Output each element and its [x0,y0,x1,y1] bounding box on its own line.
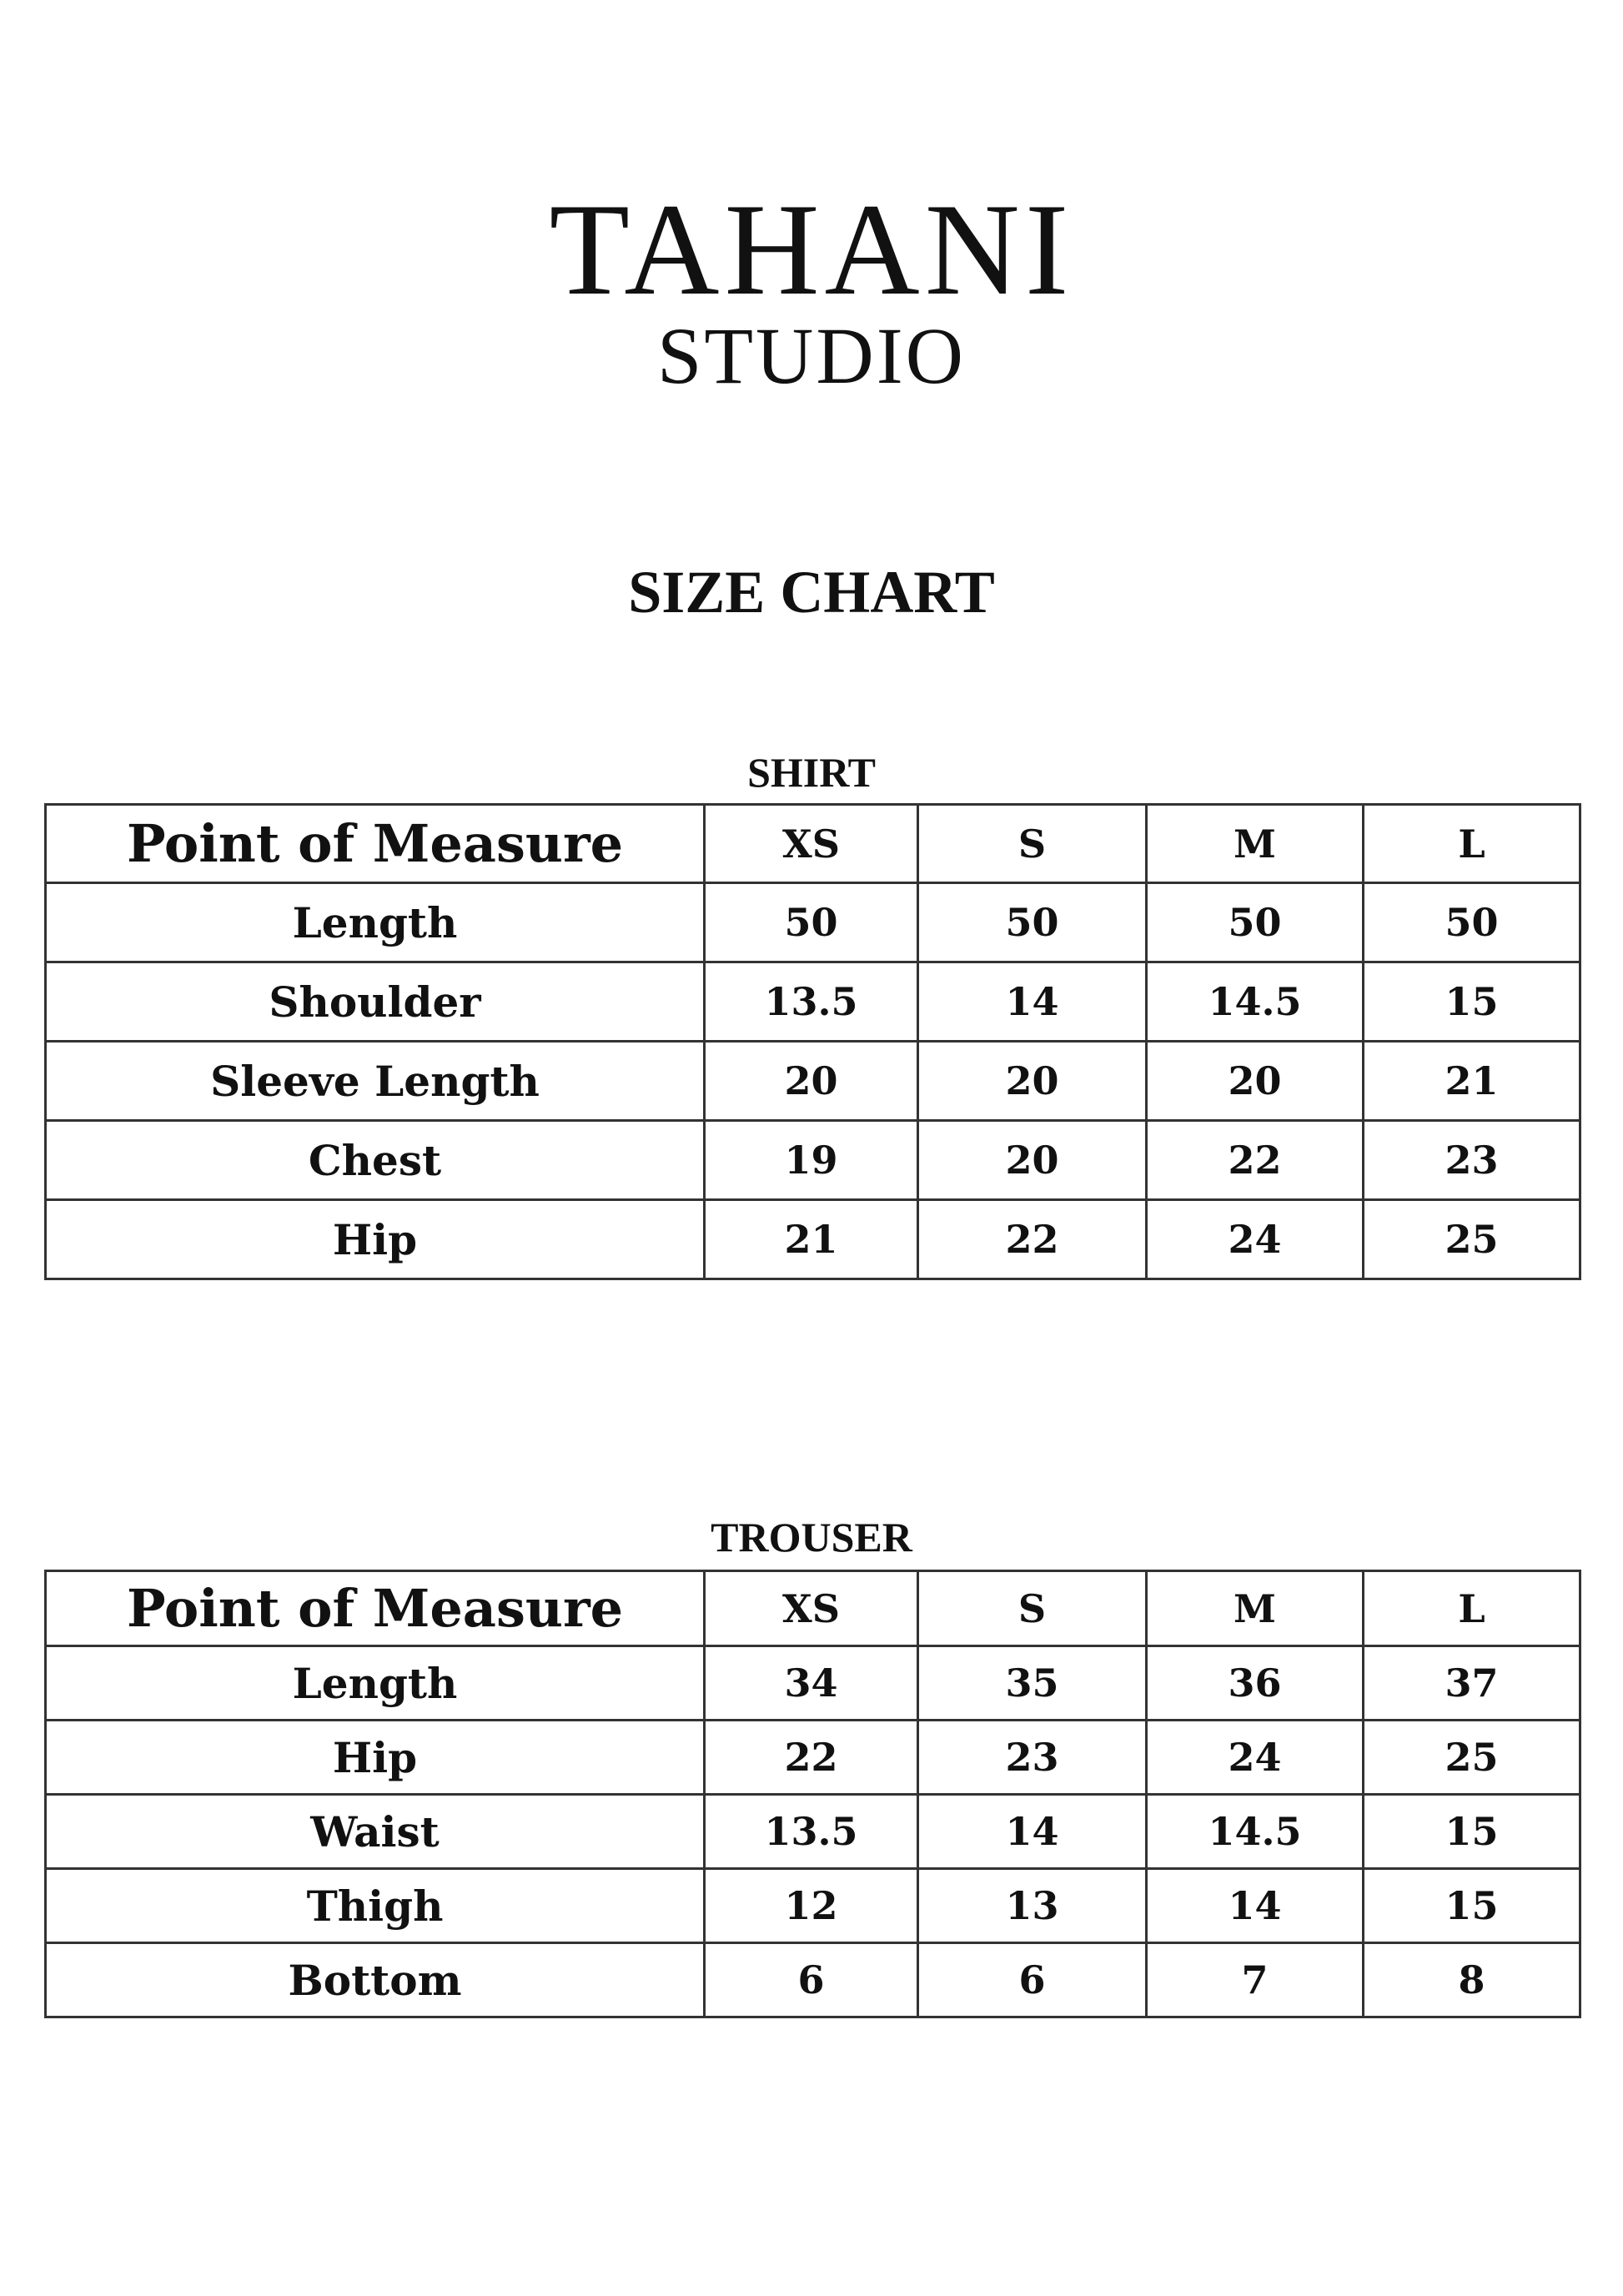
measure-value: 15 [1364,1869,1580,1943]
table-row [46,1795,1580,1869]
measure-value: 21 [705,1200,918,1279]
measure-value: 15 [1364,962,1580,1042]
measure-value: 50 [705,883,918,962]
measure-value: 14.5 [1147,962,1364,1042]
table-row [46,883,1580,962]
table-row [46,1200,1580,1279]
table-row [46,1869,1580,1943]
measure-value: 25 [1364,1200,1580,1279]
measure-value: 20 [918,1121,1147,1200]
measure-label: Sleeve Length [46,1042,705,1121]
measure-value: 7 [1147,1943,1364,2017]
measure-value: 13.5 [705,962,918,1042]
measure-value: 37 [1364,1646,1580,1721]
measure-value: 24 [1147,1721,1364,1795]
measure-value: 25 [1364,1721,1580,1795]
column-header-size: S [918,805,1147,883]
measure-value: 20 [918,1042,1147,1121]
trouser-section-title: TROUSER [711,1514,912,1560]
measure-value: 50 [1364,883,1580,962]
column-header-size: S [918,1571,1147,1646]
trouser-size-table [44,1570,1581,2018]
shirt-section-title: SHIRT [747,749,876,796]
column-header-measure: Point of Measure [46,805,705,883]
measure-value: 50 [1147,883,1364,962]
measure-value: 23 [1364,1121,1580,1200]
measure-value: 22 [705,1721,918,1795]
measure-value: 20 [1147,1042,1364,1121]
brand-logo-name: TAHANI [549,177,1074,323]
measure-value: 36 [1147,1646,1364,1721]
measure-label: Length [46,1646,705,1721]
measure-value: 22 [1147,1121,1364,1200]
measure-value: 14 [918,1795,1147,1869]
table-row [46,1042,1580,1121]
measure-value: 22 [918,1200,1147,1279]
table-header-row [46,1571,1580,1646]
measure-label: Chest [46,1121,705,1200]
measure-value: 8 [1364,1943,1580,2017]
measure-value: 14 [918,962,1147,1042]
measure-label: Length [46,883,705,962]
column-header-size: L [1364,1571,1580,1646]
measure-value: 50 [918,883,1147,962]
measure-label: Bottom [46,1943,705,2017]
measure-value: 34 [705,1646,918,1721]
column-header-measure: Point of Measure [46,1571,705,1646]
measure-value: 23 [918,1721,1147,1795]
page-title: SIZE CHART [628,559,995,625]
column-header-size: XS [705,1571,918,1646]
measure-value: 6 [918,1943,1147,2017]
table-row [46,1721,1580,1795]
measure-value: 15 [1364,1795,1580,1869]
measure-label: Thigh [46,1869,705,1943]
measure-value: 14 [1147,1869,1364,1943]
column-header-size: M [1147,1571,1364,1646]
table-row [46,1121,1580,1200]
column-header-size: XS [705,805,918,883]
brand-logo-subtitle: STUDIO [657,311,966,400]
table-row [46,1943,1580,2017]
measure-value: 24 [1147,1200,1364,1279]
table-row [46,962,1580,1042]
measure-label: Hip [46,1200,705,1279]
shirt-size-table [44,803,1581,1280]
measure-value: 13.5 [705,1795,918,1869]
measure-label: Waist [46,1795,705,1869]
measure-value: 13 [918,1869,1147,1943]
measure-value: 35 [918,1646,1147,1721]
column-header-size: M [1147,805,1364,883]
measure-value: 20 [705,1042,918,1121]
column-header-size: L [1364,805,1580,883]
measure-value: 21 [1364,1042,1580,1121]
measure-value: 12 [705,1869,918,1943]
table-row [46,1646,1580,1721]
measure-value: 6 [705,1943,918,2017]
measure-value: 14.5 [1147,1795,1364,1869]
table-header-row [46,805,1580,883]
measure-value: 19 [705,1121,918,1200]
measure-label: Shoulder [46,962,705,1042]
measure-label: Hip [46,1721,705,1795]
